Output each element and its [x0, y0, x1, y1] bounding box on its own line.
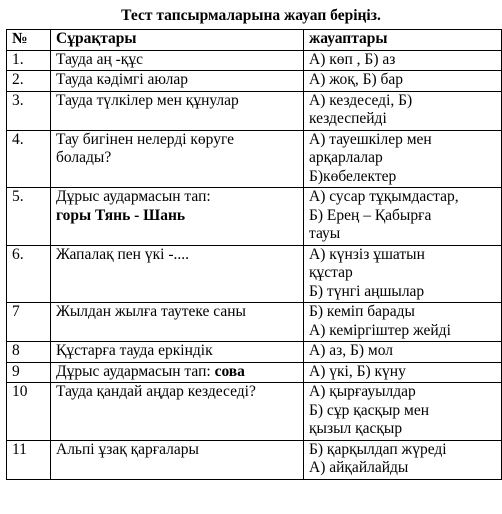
- question-cell: [51, 188, 304, 246]
- answer-line: Б)көбелектер: [309, 167, 397, 185]
- question-cell: [51, 383, 304, 441]
- answer-cell: [304, 383, 502, 441]
- question-line: Тауда түлкілер мен құнулар: [56, 91, 239, 109]
- question-line: Альпі ұзақ қарғалары: [56, 440, 199, 458]
- row-number: 5.: [7, 188, 51, 246]
- question-cell: [51, 362, 304, 383]
- answer-line: А) аз, Б) мол: [309, 342, 394, 359]
- row-number: 6.: [7, 245, 51, 303]
- answer-line: А) сусар тұқымдастар,: [309, 188, 459, 205]
- question-line: болады?: [56, 149, 112, 166]
- table-row: [7, 188, 502, 246]
- answer-cell: [304, 245, 502, 303]
- answer-cell: [304, 91, 502, 130]
- row-number: 10: [7, 383, 51, 441]
- answer-line: А) қырғауылдар: [309, 383, 416, 400]
- row-number: 1.: [7, 50, 51, 71]
- question-line: Дұрыс аудармасын тап: сова: [56, 362, 245, 380]
- row-number: 4.: [7, 130, 51, 188]
- answer-line: кездеспейді: [309, 110, 387, 127]
- answer-line: құстар: [309, 264, 353, 281]
- question-cell: [51, 130, 304, 188]
- question-bold-term: горы Тянь - Шань: [56, 206, 186, 224]
- question-line: Тауда қандай аңдар кездеседі?: [56, 383, 256, 400]
- question-line: Жылдан жылға таутеке саны: [56, 303, 246, 320]
- answer-cell: [304, 362, 502, 383]
- answer-cell: [304, 303, 502, 342]
- table-row: [7, 91, 502, 130]
- answer-line: А) кеміргіштер жейді: [309, 321, 451, 339]
- row-number: 3.: [7, 91, 51, 130]
- row-number: 2.: [7, 71, 51, 92]
- question-cell: [51, 71, 304, 92]
- answer-line: арқарлалар: [309, 149, 383, 166]
- table-row: [7, 130, 502, 188]
- answer-line: Б) түнгі аңшылар: [309, 282, 425, 300]
- row-number: 11: [7, 440, 51, 479]
- answer-cell: [304, 130, 502, 188]
- header-row: [7, 30, 502, 51]
- questions-table: [6, 29, 502, 480]
- answer-line: А) үкі, Б) күну: [309, 362, 406, 380]
- answer-line: Б) қарқылдап жүреді: [309, 440, 447, 458]
- question-cell: [51, 303, 304, 342]
- question-line: Тауда аң -құс: [56, 50, 143, 68]
- question-line: Құстарға тауда еркіндік: [56, 342, 213, 359]
- answer-cell: [304, 440, 502, 479]
- question-cell: [51, 342, 304, 363]
- answer-line: А) кездеседі, Б): [309, 91, 413, 109]
- question-bold-term: сова: [214, 362, 245, 380]
- answer-cell: [304, 50, 502, 71]
- header-answers: жауаптары: [304, 30, 502, 51]
- table-row: [7, 383, 502, 441]
- question-line: Тауда кәдімгі аюлар: [56, 71, 188, 88]
- question-line: Жапалақ пен үкі -....: [56, 245, 189, 263]
- answer-line: Б) сұр қасқыр мен: [309, 401, 430, 419]
- header-questions: Сұрақтары: [51, 30, 304, 51]
- page-title: Тест тапсырмаларына жауап беріңіз.: [121, 7, 381, 24]
- answer-cell: [304, 188, 502, 246]
- table-row: [7, 362, 502, 383]
- question-line: Тау бигінен нелерді көруге: [56, 130, 235, 148]
- answer-line: қызыл қасқыр: [309, 420, 403, 437]
- table-row: [7, 50, 502, 71]
- answer-line: Б) Ерең – Қабырға: [309, 206, 432, 224]
- table-row: [7, 342, 502, 363]
- table-row: [7, 303, 502, 342]
- question-cell: [51, 50, 304, 71]
- header-num: №: [7, 30, 51, 51]
- question-cell: [51, 440, 304, 479]
- row-number: 9: [7, 362, 51, 383]
- answer-line: А) жоқ, Б) бар: [309, 71, 404, 88]
- table-body: [7, 50, 502, 479]
- answer-line: А) көп , Б) аз: [309, 50, 396, 68]
- answer-line: А) айқайлайды: [309, 459, 409, 476]
- answer-line: А) тауешкілер мен: [309, 130, 432, 148]
- table-row: [7, 71, 502, 92]
- row-number: 8: [7, 342, 51, 363]
- table-row: [7, 440, 502, 479]
- question-cell: [51, 245, 304, 303]
- answer-line: Б) кеміп барады: [309, 303, 415, 320]
- row-number: 7: [7, 303, 51, 342]
- answer-line: тауы: [309, 225, 341, 242]
- answer-cell: [304, 342, 502, 363]
- question-line: Дұрыс аудармасын тап:: [56, 188, 211, 205]
- question-cell: [51, 91, 304, 130]
- table-row: [7, 245, 502, 303]
- answer-cell: [304, 71, 502, 92]
- answer-line: А) күнзіз ұшатын: [309, 245, 425, 263]
